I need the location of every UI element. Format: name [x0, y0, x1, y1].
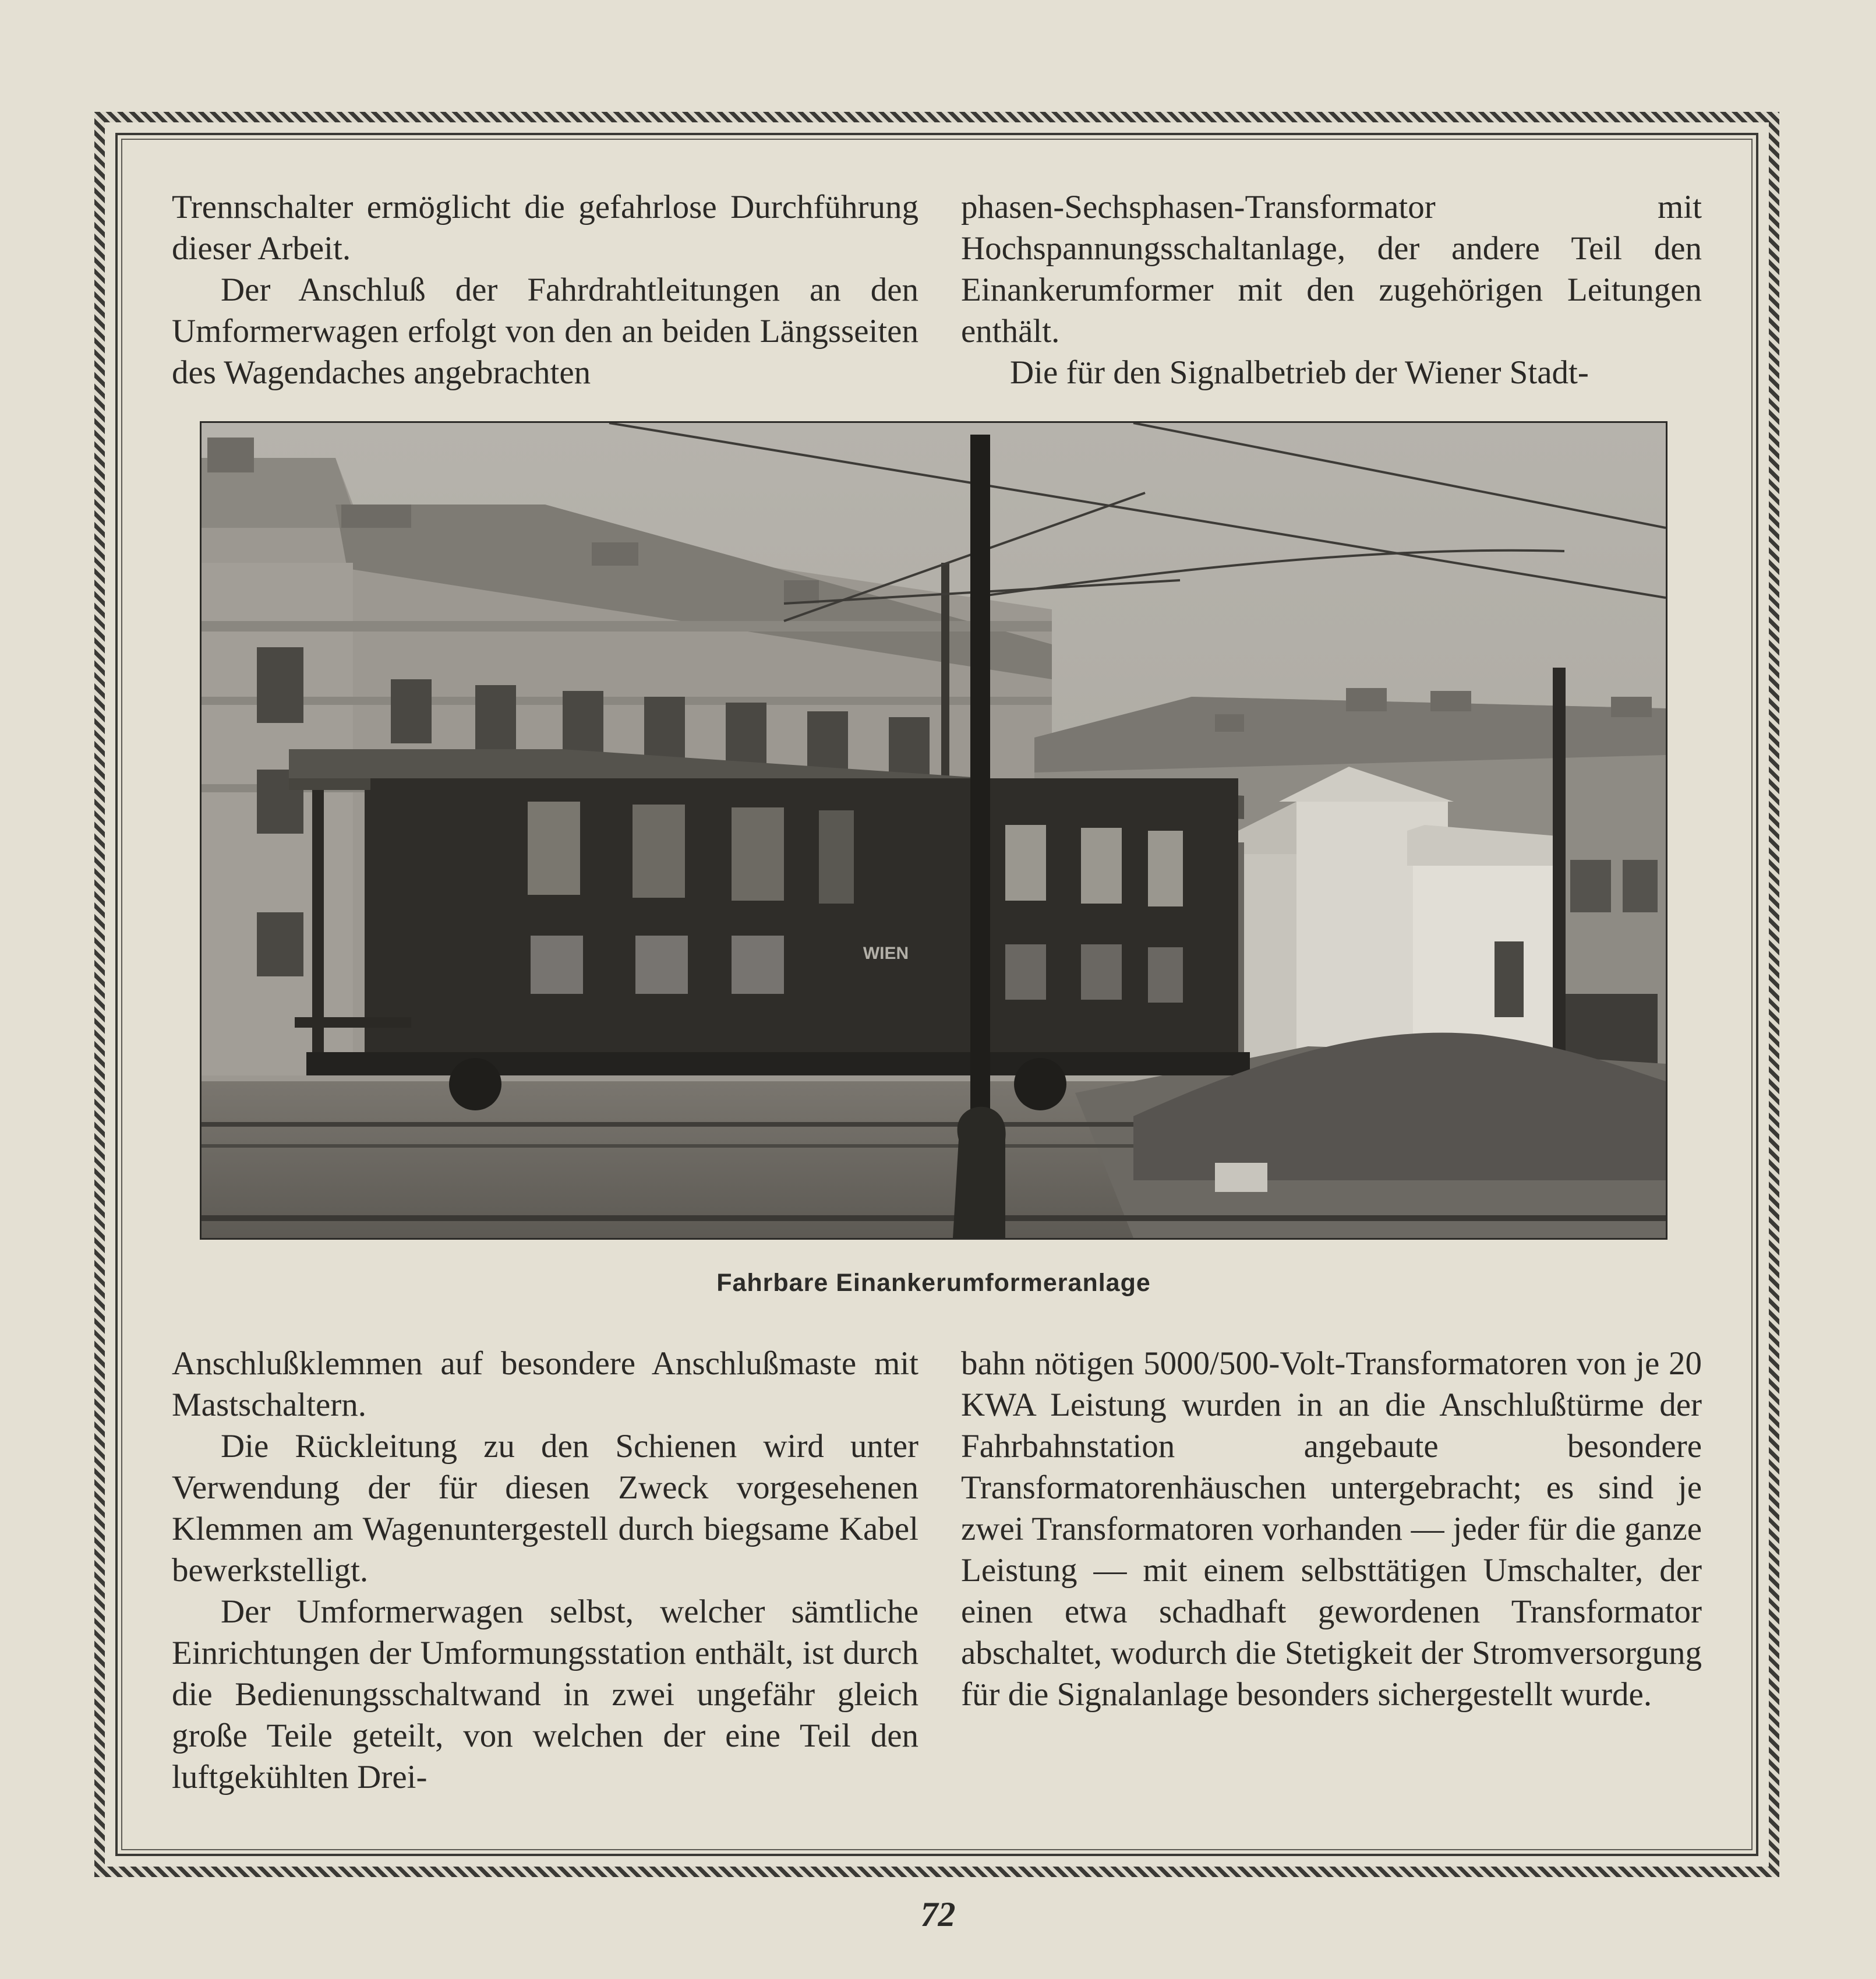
paragraph: Trennschalter ermöglicht die gefahrlose Durchführung dieser Arbeit. [172, 189, 918, 267]
photograph-converter-wagon [200, 421, 1667, 1240]
text-column-bottom-right [961, 1343, 1702, 1715]
paragraph: Der Anschluß der Fahrdrahtleitungen an den Umformerwagen erfolgt von den an beiden Längsseiten des Wagendaches angebrachten [172, 271, 918, 391]
paragraph: Die Rückleitung zu den Schienen wird unter Verwendung der für diesen Zweck vorgesehenen Klemmen am Wagenuntergestell durch biegsame Kabel bewerkstelligt. [172, 1428, 918, 1589]
page-number: 72 [920, 1895, 956, 1934]
figure-caption: Fahrbare Einankerumformeranlage [716, 1269, 1151, 1297]
paragraph: Die für den Signalbetrieb der Wiener Stadt- [1010, 354, 1589, 391]
wagon-lettering: WIEN [863, 944, 909, 963]
converter-wagon [289, 749, 1250, 1110]
paragraph: Der Umformerwagen selbst, welcher sämtliche Einrichtungen der Umformungsstation enthält, ist durch die Bedienungsschaltwand in zwei ungefähr gleich große Teile geteilt, von welchen der eine Teil den luftgekühlten Drei- [172, 1593, 918, 1795]
paragraph: bahn nötigen 5000/500-Volt-Transformatoren von je 20 KWA Leistung wurden in an die Anschlußtürme der Fahrbahnstation angebaute besondere Transformatorenhäuschen untergebracht; es sind je zwei Transformatoren vorhanden — jeder für die ganze Leistung — mit einem selbsttätigen Umschalter, der einen etwa schadhaft gewordenen Transformator abschaltet, wodurch die Stetigkeit der Stromversorgung für die Signalanlage besonders sichergestellt wurde. [961, 1345, 1702, 1713]
text-column-top-right [961, 186, 1702, 393]
text-column-top-left [172, 186, 918, 393]
paragraph: phasen-Sechsphasen-Transformator mit Hochspannungsschaltanlage, der andere Teil den Einankerumformer mit den zugehörigen Leitungen enthält. [961, 189, 1702, 350]
text-column-bottom-left [172, 1343, 918, 1798]
paragraph: Anschlußklemmen auf besondere Anschlußmaste mit Mastschaltern. [172, 1345, 918, 1423]
